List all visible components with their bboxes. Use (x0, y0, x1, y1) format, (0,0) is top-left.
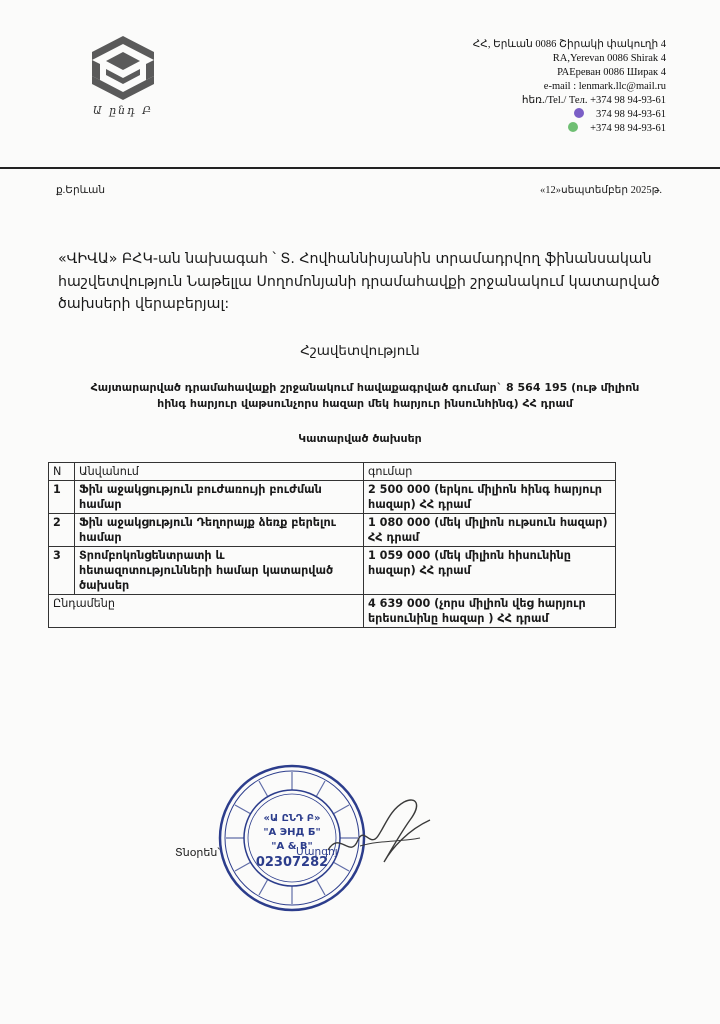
place-label: ք.Երևան (56, 185, 106, 196)
total-amount: 4 639 000 (չորս միլիոն վեց հարյուր երեսունինը հազար ) ՀՀ դրամ (364, 595, 616, 628)
stamp-line-3: "A & B" (271, 841, 313, 852)
table-total-row (49, 595, 616, 628)
whatsapp-icon (568, 122, 578, 132)
row-name: Ֆին աջակցություն բուժառույի բուժման համար (75, 481, 364, 514)
stamp-line-2: "А ЭНД Б" (263, 827, 321, 838)
expenses-table (48, 462, 616, 628)
table-row (49, 481, 616, 514)
subject-text: «ՎԻՎԱ» ԲՀԿ-ան նախագահ ՝ Տ. Հովհաննիսյանին տրամադրվող ֆինանսական հաշվետվություն Նաթելլա Սողոմոնյանի դրամահավքի շրջանակում կատարված ծախսերի վերաբերյալ: (58, 251, 660, 312)
address-line: RA,Yerevan 0086 Shirak 4 (552, 53, 666, 64)
handwritten-signature-icon (320, 790, 440, 870)
whatsapp-phone: +374 98 94-93-61 (590, 123, 666, 134)
row-amount: 1 059 000 (մեկ միլիոն հիսունինը հազար) ՀՀ դրամ (364, 547, 616, 595)
email-line: e-mail : lenmark.llc@mail.ru (543, 81, 666, 92)
table-header-row (49, 463, 616, 481)
row-number: 3 (49, 547, 75, 595)
address-line: ՀՀ, Երևան 0086 Շիրակի փակուղի 4 (472, 39, 666, 50)
header-divider (0, 167, 720, 169)
whatsapp-line (473, 122, 666, 136)
document-title: Հշավետվություն (300, 343, 420, 359)
row-amount: 2 500 000 (երկու միլիոն հինգ հարյուր հազար) ՀՀ դրամ (364, 481, 616, 514)
viber-icon (574, 108, 584, 118)
row-amount: 1 080 000 (մեկ միլիոն ութսուն հազար) ՀՀ դրամ (364, 514, 616, 547)
stamp-line-1: «Ա ԸՆԴ Բ» (263, 813, 321, 824)
phone-line: հեռ./Tel./ Тел. +374 98 94-93-61 (521, 95, 666, 106)
header-amount: գումար (364, 463, 616, 481)
contact-block (473, 38, 666, 136)
row-number: 2 (49, 514, 75, 547)
viber-phone: 374 98 94-93-61 (596, 109, 666, 120)
table-caption: Կատարված ծախսեր (298, 432, 422, 445)
header-n: N (49, 463, 75, 481)
cube-logo-icon (88, 34, 158, 104)
table-row (49, 547, 616, 595)
director-label: Տնօրեն՝ (175, 846, 220, 859)
row-number: 1 (49, 481, 75, 514)
table-row (49, 514, 616, 547)
stamp-code: 02307282 (255, 855, 329, 870)
viber-line (473, 108, 666, 122)
logo-text: Ա ընդ Բ (92, 104, 154, 117)
header-name: Անվանում (75, 463, 364, 481)
summary-text: Հայտարարված դրամահավաքի շրջանակում հավաքագրված գումար` 8 564 195 (ութ միլիոն հինգ հարյուր վաթսունչորս հազար մեկ հարյուր ինսունհինգ) ՀՀ դրամ (90, 381, 640, 410)
total-label: Ընդամենը (49, 595, 364, 628)
row-name: Ֆին աջակցություն Դեղորայք ձեռք բերելու համար (75, 514, 364, 547)
date-label: «12»սեպտեմբեր 2025թ. (539, 185, 662, 196)
row-name: Տրոմբոկոնցենտրատի և հետազոտությունների համար կատարված ծախսեր (75, 547, 364, 595)
address-line: РАЕреван 0086 Ширак 4 (557, 67, 666, 78)
signature-name: Մարգոյ (296, 846, 338, 858)
